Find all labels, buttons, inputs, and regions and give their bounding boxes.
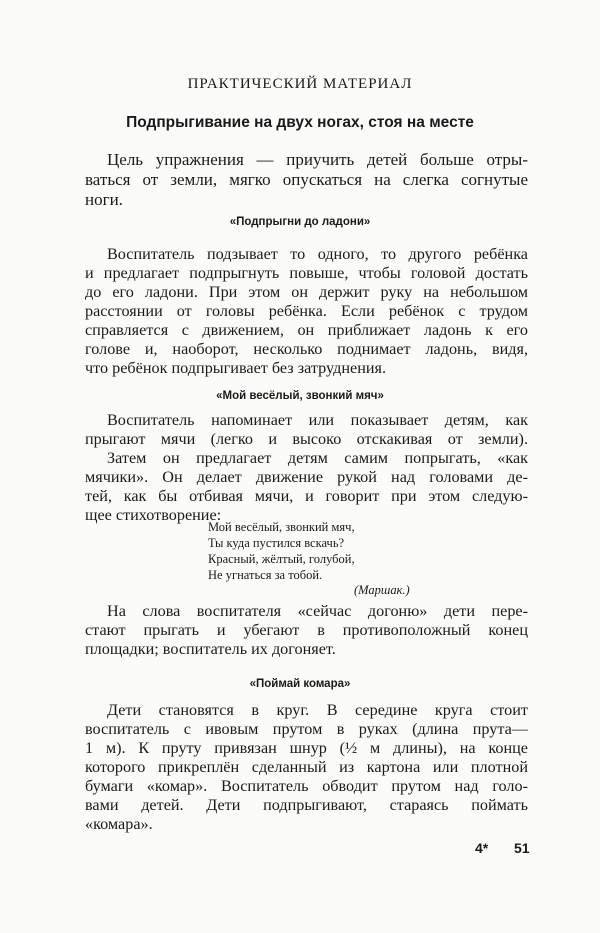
- text-line: тей, как бы отбивая мячи, и говорит при этом следую-: [85, 487, 528, 505]
- text-line: Затем он предлагает детям самим попрыгать, «как: [107, 449, 528, 467]
- text-line: расстоянии от головы ребёнка. Если ребёнок с трудом: [85, 302, 528, 320]
- text-line: стают прыгать и убегают в противоположный конец: [85, 621, 528, 639]
- game-title-merry-ball: «Мой весёлый, звонкий мяч»: [216, 390, 384, 402]
- text-line: вами детей. Дети подпрыгивают, стараясь поймать: [85, 796, 528, 814]
- section-title: ПРАКТИЧЕСКИЙ МАТЕРИАЛ: [187, 76, 413, 92]
- text-line: ваться от земли, мягко опускаться на слегка согнутые: [85, 170, 528, 189]
- text-line: воспитатель с ивовым прутом в руках (длина прута—: [85, 720, 528, 738]
- game3-paragraph: [85, 701, 528, 834]
- game2-paragraph-a: [85, 411, 528, 449]
- text-line: прыгают мячи (легко и высоко отскакивая от земли).: [85, 430, 528, 448]
- text-line: «комара».: [85, 815, 153, 833]
- poem-line: Красный, жёлтый, голубой,: [208, 552, 355, 566]
- page-number: 51: [514, 840, 530, 856]
- poem-line: Ты куда пустился вскачь?: [208, 536, 345, 550]
- text-line: Цель упражнения — приучить детей больше отры-: [107, 150, 528, 169]
- text-line: Дети становятся в круг. В середине круга стоит: [107, 701, 528, 719]
- text-line: площадки; воспитатель их догоняет.: [85, 640, 336, 658]
- poem: [208, 519, 355, 583]
- poem-author: (Маршак.): [354, 583, 410, 597]
- text-line: Воспитатель напоминает или показывает детям, как: [107, 411, 528, 429]
- text-line: и предлагает подпрыгнуть повыше, чтобы головой достать: [85, 264, 528, 282]
- text-line: которого прикреплён сделанный из картона или плотной: [85, 758, 528, 776]
- text-line: Воспитатель подзывает то одного, то другого ребёнка: [107, 245, 528, 263]
- game-title-jump-to-palm: «Подпрыгни до ладони»: [229, 216, 371, 228]
- signature-mark: 4*: [475, 840, 489, 856]
- text-line: мячики». Он делает движение рукой над головами де-: [85, 468, 528, 486]
- text-line: голове и, наоборот, несколько поднимает ладонь, видя,: [85, 340, 528, 358]
- text-line: что ребёнок подпрыгивает без затруднения.: [85, 359, 387, 377]
- game2-paragraph-c: [85, 602, 528, 659]
- exercise-title: Подпрыгивание на двух ногах, стоя на месте: [126, 114, 474, 131]
- text-line: бумаги «комар». Воспитатель обводит прутом над голо-: [85, 777, 528, 795]
- game-title-catch-mosquito: «Поймай комара»: [249, 678, 351, 690]
- game1-paragraph: [85, 245, 528, 378]
- text-line: щее стихотворение:: [85, 506, 222, 524]
- text-line: ноги.: [85, 190, 123, 209]
- text-line: до его ладони. При этом он держит руку на небольшом: [85, 283, 528, 301]
- goal-paragraph: [85, 150, 528, 210]
- text-line: справляется с движением, он приближает ладонь к его: [85, 321, 528, 339]
- text-line: 1 м). К пруту привязан шнур (½ м длины), на конце: [85, 739, 528, 757]
- game2-paragraph-b: [85, 449, 528, 525]
- poem-line: Не угнаться за тобой.: [208, 568, 323, 582]
- poem-line: Мой весёлый, звонкий мяч,: [208, 520, 355, 534]
- text-line: На слова воспитателя «сейчас догоню» дети пере-: [107, 602, 528, 620]
